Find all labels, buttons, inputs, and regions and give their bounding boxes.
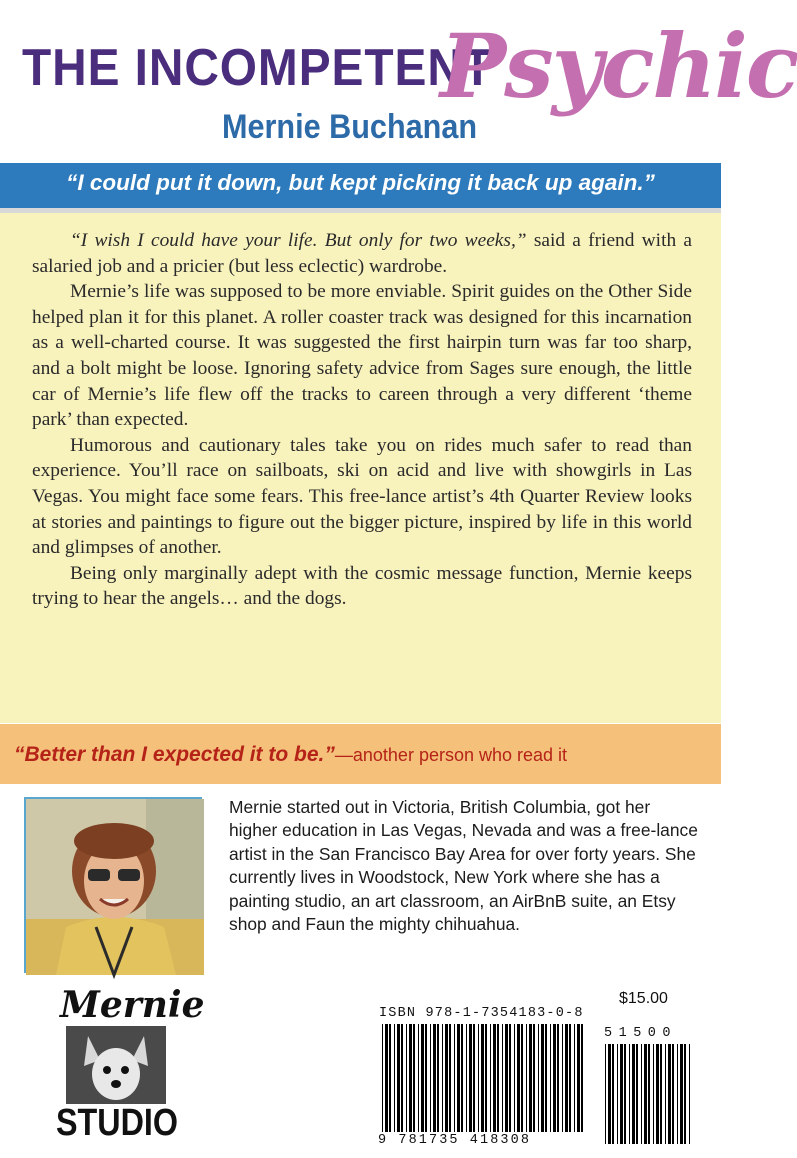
barcode-bar <box>413 1024 415 1132</box>
barcode-bar <box>636 1044 638 1144</box>
barcode-bar <box>457 1024 460 1132</box>
barcode-bar <box>409 1024 412 1132</box>
barcode-bar <box>581 1024 583 1132</box>
barcode-bar <box>466 1024 467 1132</box>
barcode-bar <box>617 1044 618 1144</box>
barcode-bar <box>509 1024 511 1132</box>
barcode-bar <box>469 1024 472 1132</box>
logo-studio: STUDIO <box>56 1102 179 1144</box>
barcode-bar <box>557 1024 559 1132</box>
barcode-bar <box>433 1024 436 1132</box>
barcode-bar <box>562 1024 563 1132</box>
barcode-bar <box>514 1024 515 1132</box>
barcode-bar <box>526 1024 527 1132</box>
blurb-paragraph-4: Being only marginally adept with the cosmic message function, Mernie keeps trying to hear the angels… and the dogs. <box>32 562 692 610</box>
barcode-bar <box>493 1024 496 1132</box>
barcode-bar <box>684 1044 686 1144</box>
blurb-paragraph-2: Mernie’s life was supposed to be more enviable. Spirit guides on the Other Side helped plan it for this planet. A roller coaster track was designed for this incarnation as a well-charted course. It was suggested the first hairpin turn was far too sharp, and a bolt might be loose. Ignoring safety advice from Sages sure enough, the little car of Mernie’s life flew off the tracks to careen through a very different ‘theme park’ than expected. <box>32 281 692 431</box>
barcode-bar <box>569 1024 571 1132</box>
barcode-bar <box>672 1044 674 1144</box>
blurb-paragraph-1 <box>32 228 692 279</box>
barcode-bar <box>485 1024 487 1132</box>
barcode-bar <box>478 1024 479 1132</box>
barcode-bar <box>437 1024 439 1132</box>
logo-dog-image <box>66 1026 166 1104</box>
review-attribution: —another person who read it <box>334 745 568 765</box>
barcode-bar <box>401 1024 403 1132</box>
title-main: THE INCOMPETENT <box>22 39 493 97</box>
barcode-bar <box>385 1024 388 1132</box>
barcode-bar <box>497 1024 499 1132</box>
title-script: Psychic <box>440 14 797 118</box>
addon-digits: 51500 <box>604 1026 678 1041</box>
barcode-bar <box>653 1044 654 1144</box>
logo-name: Mernie <box>60 984 205 1026</box>
barcode-bar <box>605 1044 606 1144</box>
barcode-bar <box>612 1044 614 1144</box>
barcode-bar <box>689 1044 690 1144</box>
barcode-bar <box>517 1024 520 1132</box>
barcode-bar <box>521 1024 523 1132</box>
barcode-bar <box>629 1044 630 1144</box>
blurb-text <box>32 228 692 612</box>
barcode-bar <box>574 1024 575 1132</box>
author-name: Mernie Buchanan <box>222 108 478 146</box>
blurb-p1-rest: said a friend with a salaried job and a pricier (but less eclectic) wardrobe. <box>32 230 692 277</box>
barcode-bar <box>394 1024 395 1132</box>
top-quote: “I could put it down, but kept picking it back up again.” <box>66 170 655 195</box>
barcode-bar <box>490 1024 491 1132</box>
barcode-bar <box>632 1044 635 1144</box>
barcode-bar <box>624 1044 626 1144</box>
barcode-bar <box>668 1044 671 1144</box>
author-bio: Mernie started out in Victoria, British Columbia, got her higher education in Las Vegas, Nevada and was a free-lance artist in the San Francisco Bay Area for over forty years. She currently lives in Woodstock, New York where she has a painting studio, an art classroom, an AirBnB suite, an Etsy shop and Faun the mighty chihuahua. <box>229 797 698 935</box>
barcode-bar <box>608 1044 611 1144</box>
barcode-bar <box>545 1024 547 1132</box>
barcode-bar <box>442 1024 443 1132</box>
review-quote <box>14 743 567 767</box>
barcode-bar <box>648 1044 650 1144</box>
barcode-bar <box>449 1024 451 1132</box>
barcode-bar <box>454 1024 455 1132</box>
barcode-bar <box>677 1044 678 1144</box>
barcode-bar <box>430 1024 431 1132</box>
barcode-digits: 9 781735 418308 <box>378 1133 532 1148</box>
blurb-paragraph-3: Humorous and cautionary tales take you on rides much safer to read than experience. You’ll race on sailboats, ski on acid and live with showgirls in Las Vegas. You might face some fears. This free-lance artist’s 4th Quarter Review looks at stories and paintings to figure out the bigger picture, inspired by life in this world and glimpses of another. <box>32 434 692 559</box>
barcode-bar <box>529 1024 532 1132</box>
barcode-bar <box>382 1024 383 1132</box>
price: $15.00 <box>619 990 668 1007</box>
addon-barcode <box>603 1044 695 1144</box>
barcode-bar <box>473 1024 475 1132</box>
barcode-bar <box>406 1024 407 1132</box>
barcode-bar <box>577 1024 580 1132</box>
isbn-label: ISBN 978-1-7354183-0-8 <box>379 1006 584 1021</box>
barcode-bar <box>481 1024 484 1132</box>
studio-logo <box>52 980 205 1152</box>
review-quote-text: “Better than I expected it to be.” <box>14 743 335 766</box>
barcode-bar <box>418 1024 419 1132</box>
barcode-bar <box>538 1024 539 1132</box>
barcode-bar <box>461 1024 463 1132</box>
barcode-bar <box>553 1024 556 1132</box>
barcode-bar <box>389 1024 391 1132</box>
barcode-bar <box>533 1024 535 1132</box>
barcode-bar <box>445 1024 448 1132</box>
barcode-bar <box>541 1024 544 1132</box>
barcode-bar <box>505 1024 508 1132</box>
blurb-opening-quote: “I wish I could have your life. But only for two weeks,” <box>70 230 527 251</box>
barcode-bar <box>425 1024 427 1132</box>
barcode-bar <box>502 1024 503 1132</box>
author-portrait <box>24 797 202 973</box>
barcode <box>380 1024 585 1132</box>
barcode-bar <box>421 1024 424 1132</box>
barcode-bar <box>660 1044 662 1144</box>
barcode-bar <box>620 1044 623 1144</box>
barcode-bar <box>641 1044 642 1144</box>
barcode-bar <box>656 1044 659 1144</box>
barcode-bar <box>680 1044 683 1144</box>
barcode-bar <box>565 1024 568 1132</box>
barcode-bar <box>397 1024 400 1132</box>
barcode-bar <box>644 1044 647 1144</box>
barcode-bar <box>550 1024 551 1132</box>
barcode-bar <box>665 1044 666 1144</box>
